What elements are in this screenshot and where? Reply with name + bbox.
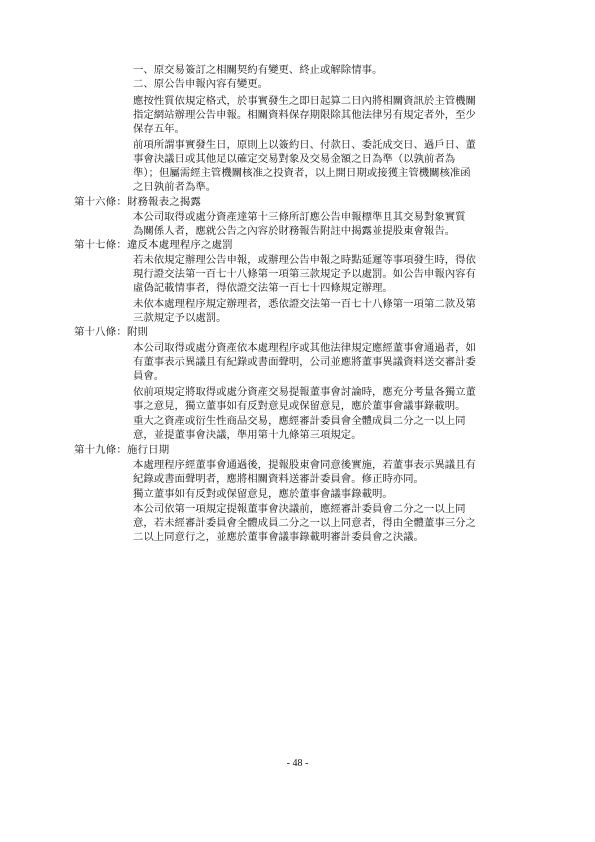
text-line: 為關係人者，應就公告之內容於財務報告附註中揭露並提股東會報告。 [133, 225, 456, 237]
text-line: 二、原公告申報內容有變更。 [133, 78, 269, 90]
text-line: 三款規定予以處罰。 [133, 312, 227, 324]
text-line: 事之意見，獨立董事如有反對意見或保留意見，應於董事會議事錄載明。 [133, 400, 466, 412]
page-number: - 48 - [286, 758, 309, 769]
article-17-heading: 第十七條：違反本處理程序之處罰 [74, 239, 233, 251]
text-line: 本處理程序經董事會通過後，提報股東會同意後實施，若董事表示異議且有 [133, 459, 476, 471]
text-line: 員會。 [133, 370, 165, 382]
text-line: 意，並提董事會決議，準用第十九條第三項規定。 [133, 429, 362, 441]
text-line: 準）；但屬需經主管機關核准之投資者，以上開日期或接獲主管機關核准函 [133, 167, 471, 179]
text-line: 前項所謂事實發生日，原則上以簽約日、付款日、委託成交日、過戶日、董 [133, 139, 476, 151]
text-line: 依前項規定將取得或處分資產交易提報董事會討論時，應充分考量各獨立董 [133, 386, 476, 398]
text-line: 本公司依第一項規定提報董事會決議前，應經審計委員會二分之一以上同 [133, 503, 466, 515]
text-line: 若未依規定辦理公告申報，或辦理公告申報之時點延遲等事項發生時，得依 [133, 254, 476, 266]
text-line: 現行證交法第一百七十八條第一項第三款規定予以處罰。如公告申報內容有 [133, 268, 476, 280]
text-line: 紀錄或書面聲明者，應將相關資料送審計委員會。修正時亦同。 [133, 473, 424, 485]
article-19-heading: 第十九條：施行日期 [74, 444, 170, 456]
text-line: 有董事表示異議且有紀錄或書面聲明，公司並應將董事異議資料送交審計委 [133, 356, 476, 368]
text-line: 意，若未經審計委員會全體成員二分之一以上同意者，得由全體董事三分之 [133, 517, 476, 529]
text-line: 應按性質依規定格式，於事實發生之即日起算二日內將相關資訊於主管機關 [133, 95, 476, 107]
text-line: 一、原交易簽訂之相關契約有變更、終止或解除情事。 [133, 64, 383, 76]
text-line: 之日孰前者為準。 [133, 181, 217, 193]
text-line: 指定網站辦理公告申報。相關資料保存期限除其他法律另有規定者外，至少 [133, 109, 476, 121]
text-line: 事會決議日或其他足以確定交易對象及交易金額之日為準（以孰前者為 [133, 153, 456, 165]
text-line: 本公司取得或處分資產達第十三條所訂應公告申報標準且其交易對象實質 [133, 211, 466, 223]
text-line: 重大之資產或衍生性商品交易，應經審計委員會全體成員二分之一以上同 [133, 415, 466, 427]
article-16-heading: 第十六條：財務報表之揭露 [74, 196, 202, 208]
text-line: 虛偽記載情事者，得依證交法第一百七十四條規定辦理。 [133, 282, 393, 294]
text-line: 保存五年。 [133, 123, 185, 135]
article-18-heading: 第十八條：附則 [74, 326, 149, 338]
text-line: 本公司取得或處分資產依本處理程序或其他法律規定應經董事會通過者，如 [133, 342, 476, 354]
text-line: 獨立董事如有反對或保留意見，應於董事會議事錄載明。 [133, 488, 393, 500]
text-line: 二以上同意行之，並應於董事會議事錄載明審計委員會之決議。 [133, 531, 424, 543]
text-line: 未依本處理程序規定辦理者，悉依證交法第一百七十八條第一項第二款及第 [133, 298, 476, 310]
